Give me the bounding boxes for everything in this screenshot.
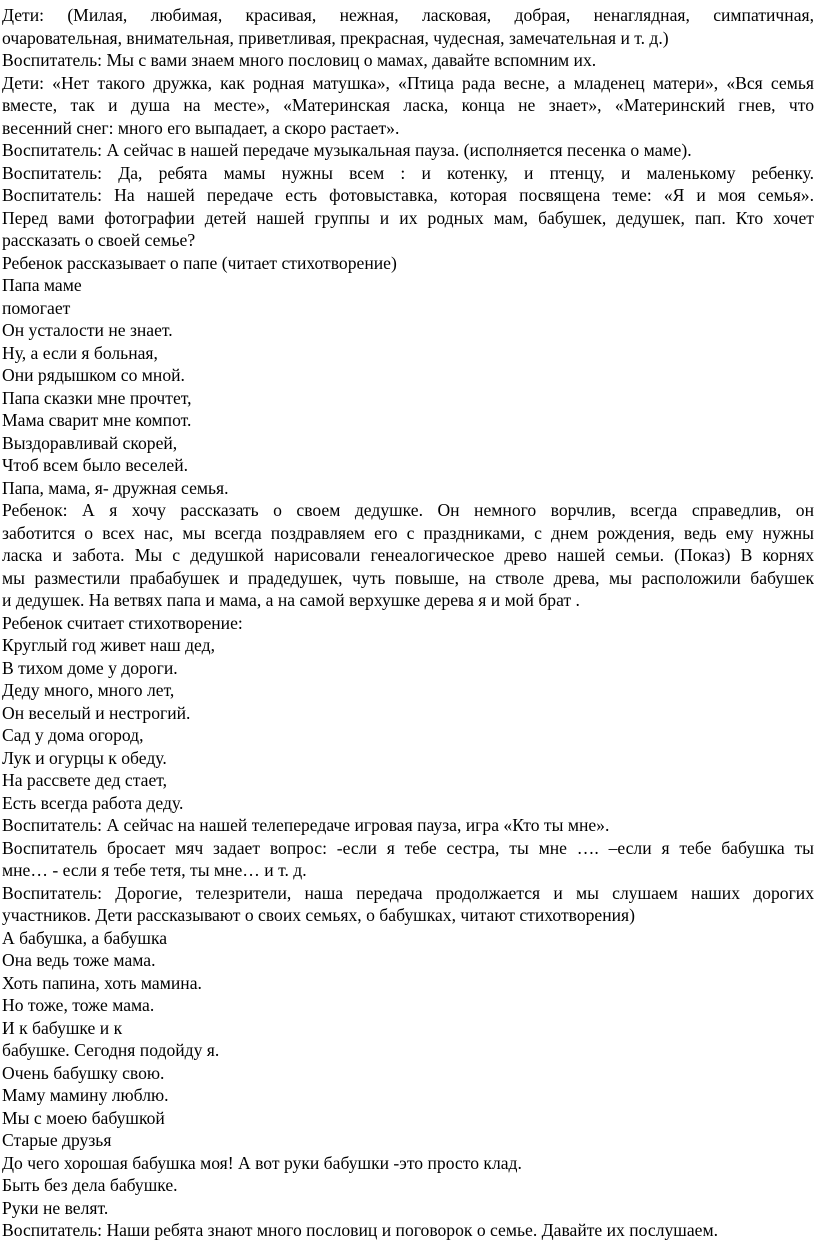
text-line: весенний снег: много его выпадает, а скоро растает». bbox=[2, 117, 400, 138]
text-line: Он усталости не знает. bbox=[2, 320, 173, 340]
text-line: рассказать о своей семье? bbox=[2, 230, 196, 250]
text-line: бабушке. Сегодня подойду я. bbox=[2, 1040, 220, 1060]
text-line: Дети: (Милая, любимая, красивая, нежная, ласковая, добрая, ненаглядная, симпатичная, bbox=[2, 5, 814, 25]
text-line: Ребенок рассказывает о папе (читает стихотворение) bbox=[2, 252, 397, 273]
text-line: мне… - если я тебе тетя, ты мне… и т. д. bbox=[2, 860, 307, 880]
text-line: Ребенок считает стихотворение: bbox=[2, 612, 243, 633]
text-line: участников. Дети рассказывают о своих семьях, о бабушках, читают стихотворения) bbox=[2, 905, 636, 925]
text-line: Круглый год живет наш дед, bbox=[2, 635, 215, 655]
text-line: Воспитатель: Да, ребята мамы нужны всем : и котенку, и птенцу, и маленькому ребенку. bbox=[2, 162, 814, 183]
text-line: Воспитатель: Дорогие, телезрители, наша передача продолжается и мы слушаем наших дорогих bbox=[2, 882, 814, 903]
text-line: На рассвете дед стает, bbox=[2, 770, 168, 790]
text-line: Есть всегда работа деду. bbox=[2, 792, 184, 813]
text-line: Старые друзья bbox=[2, 1130, 112, 1150]
text-line: заботится о всех нас, мы всегда поздравляем его с праздниками, с днем рождения, ведь ему нужны bbox=[2, 522, 814, 543]
text-line: Маму мамину люблю. bbox=[2, 1085, 169, 1105]
text-line: Воспитатель: А сейчас в нашей передаче музыкальная пауза. (исполняется песенка о маме). bbox=[2, 140, 692, 160]
text-line: В тихом доме у дороги. bbox=[2, 657, 178, 678]
text-line: Ребенок: А я хочу рассказать о своем дедушке. Он немного ворчлив, всегда справедлив, он bbox=[2, 500, 814, 520]
text-line: Быть без дела бабушке. bbox=[2, 1175, 178, 1195]
text-line: Руки не велят. bbox=[2, 1197, 109, 1218]
text-line: помогает bbox=[2, 297, 71, 318]
text-line: Сад у дома огород, bbox=[2, 725, 144, 745]
text-line: Дети: «Нет такого дружка, как родная матушка», «Птица рада весне, а младенец матери», «Вся семья bbox=[2, 72, 814, 93]
text-line: Перед вами фотографии детей нашей группы и их родных мам, бабушек, дедушек, пап. Кто хочет bbox=[2, 207, 814, 228]
text-line: Выздоравливай скорей, bbox=[2, 432, 178, 453]
text-line: А бабушка, а бабушка bbox=[2, 927, 168, 948]
text-line: Воспитатель: На нашей передаче есть фотовыставка, которая посвящена теме: «Я и моя семья». bbox=[2, 185, 814, 205]
text-line: Но тоже, тоже мама. bbox=[2, 995, 155, 1015]
text-line: До чего хорошая бабушка моя! А вот руки бабушки -это просто клад. bbox=[2, 1152, 522, 1173]
text-line: Мы с моею бабушкой bbox=[2, 1107, 165, 1128]
text-line: Очень бабушку свою. bbox=[2, 1062, 165, 1083]
text-line: Мама сварит мне компот. bbox=[2, 410, 192, 430]
text-line: вместе, так и душа на месте», «Материнская ласка, конца не знает», «Материнский гнев, что bbox=[2, 95, 814, 115]
text-line: Папа маме bbox=[2, 275, 82, 295]
text-line: Деду много, много лет, bbox=[2, 680, 175, 700]
text-line: и дедушек. На ветвях папа и мама, а на самой верхушке дерева я и мой брат . bbox=[2, 590, 580, 610]
text-line: Он веселый и нестрогий. bbox=[2, 702, 191, 723]
text-line: Хоть папина, хоть мамина. bbox=[2, 972, 202, 993]
text-line: Воспитатель бросает мяч задает вопрос: -если я тебе сестра, ты мне …. –если я тебе бабушка ты bbox=[2, 837, 814, 858]
text-line: Они рядышком со мной. bbox=[2, 365, 185, 385]
text-line: Она ведь тоже мама. bbox=[2, 950, 156, 970]
text-line: ласка и забота. Мы с дедушкой нарисовали генеалогическое древо нашей семьи. (Показ) В корнях bbox=[2, 545, 814, 565]
text-line: Воспитатель: Мы с вами знаем много пословиц о мамах, давайте вспомним их. bbox=[2, 50, 597, 70]
text-line: мы разместили прабабушек и прадедушек, чуть повыше, на стволе древа, мы расположили бабушек bbox=[2, 567, 814, 588]
text-line: очаровательная, внимательная, приветливая, прекрасная, чудесная, замечательная и т. д.) bbox=[2, 27, 669, 48]
text-line: Папа, мама, я- дружная семья. bbox=[2, 477, 229, 498]
text-line: И к бабушке и к bbox=[2, 1017, 123, 1038]
text-line: Лук и огурцы к обеду. bbox=[2, 747, 167, 768]
text-line: Ну, а если я больная, bbox=[2, 342, 158, 363]
text-line: Воспитатель: А сейчас на нашей телепередаче игровая пауза, игра «Кто ты мне». bbox=[2, 815, 610, 835]
text-line: Воспитатель: Наши ребята знают много пословиц и поговорок о семье. Давайте их послушаем. bbox=[2, 1220, 718, 1240]
text-line: Папа сказки мне прочтет, bbox=[2, 387, 192, 408]
text-line: Чтоб всем было веселей. bbox=[2, 455, 189, 475]
